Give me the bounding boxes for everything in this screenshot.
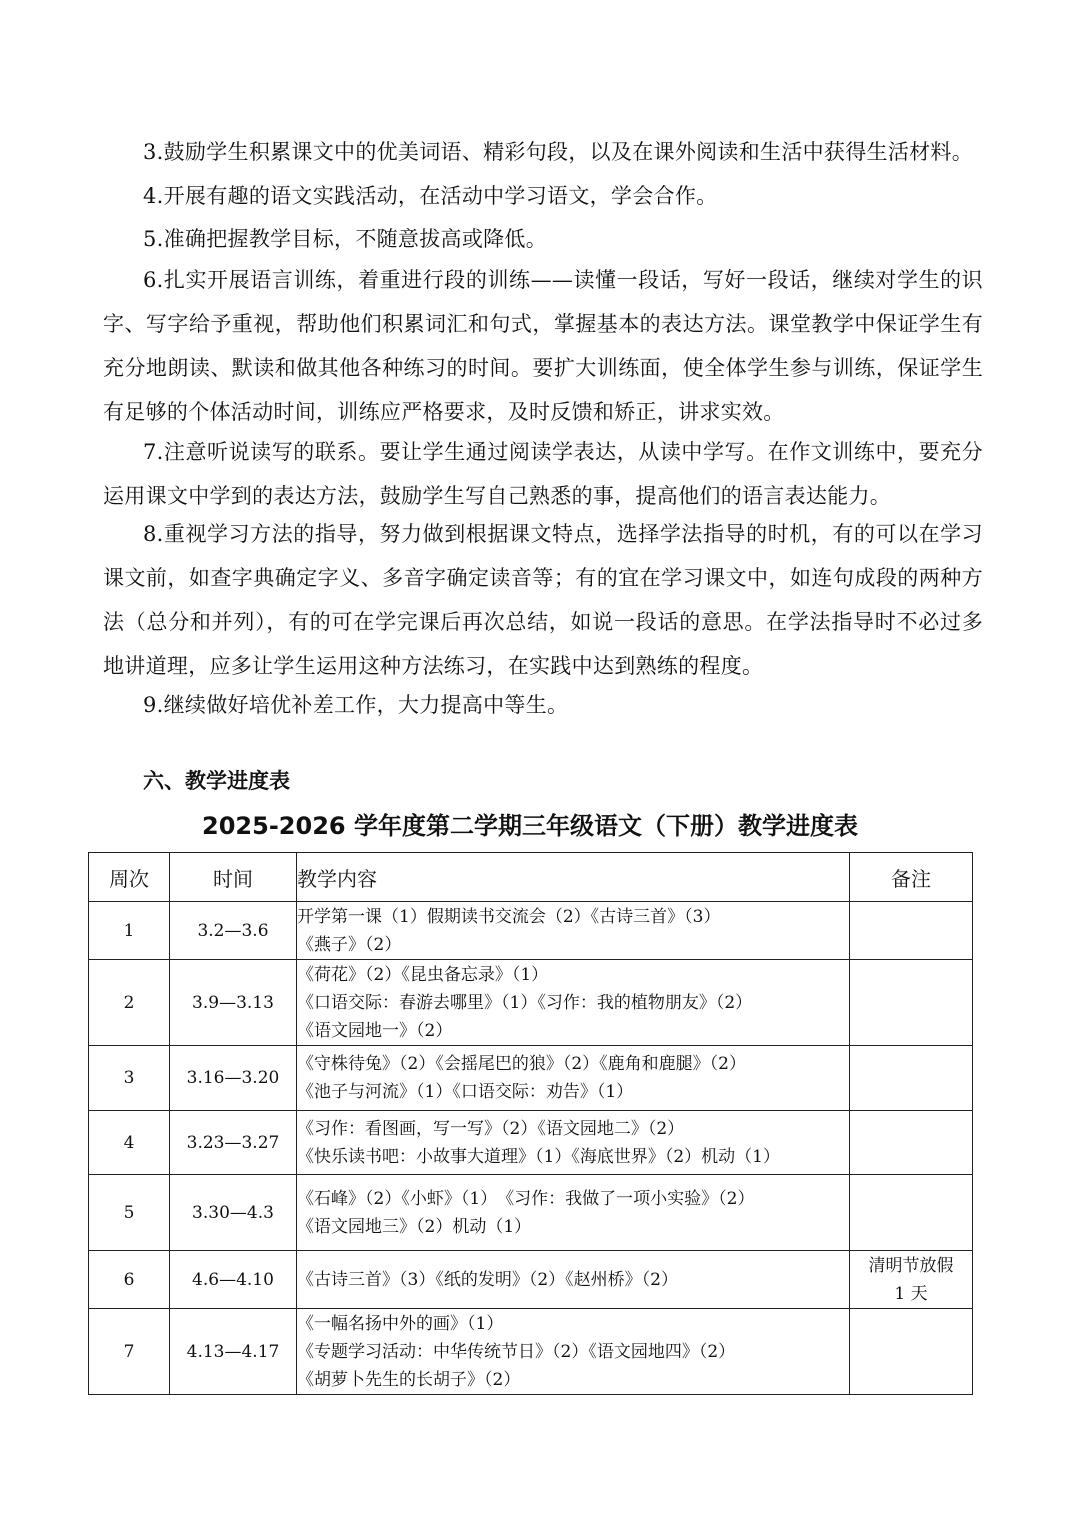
- cell-time: 3.23—3.27: [170, 1111, 297, 1175]
- content-line: 开学第一课（1）假期读书交流会（2）《古诗三首》（3）: [297, 906, 721, 927]
- cell-time: 3.16—3.20: [170, 1046, 297, 1111]
- cell-week: 4: [89, 1111, 170, 1175]
- content-line: 《燕子》（2）: [297, 934, 402, 955]
- content-line: 《荷花》（2）《昆虫备忘录》（1）: [297, 964, 549, 985]
- cell-note: [850, 960, 973, 1046]
- cell-week: 7: [89, 1309, 170, 1395]
- schedule-table: [88, 852, 973, 1395]
- cell-time: 3.9—3.13: [170, 960, 297, 1046]
- cell-note: [850, 1175, 973, 1251]
- header-week: 周次: [89, 853, 170, 902]
- schedule-body: [89, 902, 973, 1395]
- content-line: 《专题学习活动：中华传统节日》（2）《语文园地四》（2）: [297, 1341, 736, 1362]
- table-row: [89, 1111, 973, 1175]
- cell-week: 5: [89, 1175, 170, 1251]
- cell-content: [297, 1309, 850, 1395]
- cell-content: [297, 1111, 850, 1175]
- paragraph-7: 7.注意听说读写的联系。要让学生通过阅读学表达，从读中学写。在作文训练中，要充分运用课文中学到的表达方法，鼓励学生写自己熟悉的事，提高他们的语言表达能力。: [103, 440, 983, 508]
- section-heading: 六、教学进度表: [143, 769, 290, 793]
- paragraph-6: 6.扎实开展语言训练，着重进行段的训练——读懂一段话，写好一段话，继续对学生的识字、写字给予重视，帮助他们积累词汇和句式，掌握基本的表达方法。课堂教学中保证学生有充分地朗读、默读和做其他各种练习的时间。要扩大训练面，使全体学生参与训练，保证学生有足够的个体活动时间，训练应严格要求，及时反馈和矫正，讲求实效。: [103, 268, 983, 424]
- cell-time: 4.6—4.10: [170, 1251, 297, 1309]
- content-line: 《胡萝卜先生的长胡子》（2）: [297, 1369, 521, 1390]
- paragraph-5: 5.准确把握教学目标，不随意拔高或降低。: [143, 227, 548, 251]
- cell-note: [850, 1046, 973, 1111]
- cell-content: [297, 902, 850, 960]
- content-line: 《语文园地三》（2）机动（1）: [297, 1216, 532, 1237]
- table-row: [89, 1309, 973, 1395]
- table-row: [89, 1175, 973, 1251]
- cell-content: [297, 1175, 850, 1251]
- cell-note: [850, 902, 973, 960]
- cell-time: 3.2—3.6: [170, 902, 297, 960]
- content-line: 《古诗三首》（3）《纸的发明》（2）《赵州桥》（2）: [297, 1269, 678, 1290]
- table-title: 2025-2026 学年度第二学期三年级语文（下册）教学进度表: [202, 812, 858, 840]
- cell-week: 1: [89, 902, 170, 960]
- content-line: 《语文园地一》（2）: [297, 1020, 453, 1041]
- content-line: 《池子与河流》（1）《口语交际：劝告》（1）: [297, 1082, 634, 1102]
- content-line: 《快乐读书吧：小故事大道理》（1）《海底世界》（2）机动（1）: [297, 1146, 780, 1167]
- cell-week: 3: [89, 1046, 170, 1111]
- cell-week: 6: [89, 1251, 170, 1309]
- cell-content: [297, 1046, 850, 1111]
- content-line: 《口语交际：春游去哪里》（1）《习作：我的植物朋友》（2）: [297, 992, 753, 1013]
- cell-note: [850, 1111, 973, 1175]
- cell-time: 3.30—4.3: [170, 1175, 297, 1251]
- cell-week: 2: [89, 960, 170, 1046]
- paragraph-3: 3.鼓励学生积累课文中的优美词语、精彩句段，以及在课外阅读和生活中获得生活材料。: [143, 140, 974, 164]
- table-row: [89, 1251, 973, 1309]
- table-header-row: [89, 853, 973, 902]
- table-row: [89, 960, 973, 1046]
- paragraph-4: 4.开展有趣的语文实践活动，在活动中学习语文，学会合作。: [143, 184, 718, 208]
- header-time: 时间: [170, 853, 297, 902]
- table-row: [89, 1046, 973, 1111]
- cell-note: [850, 1309, 973, 1395]
- paragraph-9: 9.继续做好培优补差工作，大力提高中等生。: [143, 693, 569, 717]
- cell-time: 4.13—4.17: [170, 1309, 297, 1395]
- content-line: 《一幅名扬中外的画》（1）: [297, 1313, 504, 1334]
- note-line: 清明节放假: [868, 1255, 954, 1276]
- note-line: 1 天: [894, 1283, 928, 1304]
- table-row: [89, 902, 973, 960]
- cell-note: [850, 1251, 973, 1309]
- content-line: 《石峰》（2）《小虾》（1） 《习作：我做了一项小实验》（2）: [297, 1188, 755, 1209]
- content-line: 《守株待兔》（2）《会摇尾巴的狼》（2）《鹿角和鹿腿》（2）: [297, 1054, 746, 1074]
- header-content: 教学内容: [297, 853, 850, 902]
- paragraph-8: 8.重视学习方法的指导，努力做到根据课文特点，选择学法指导的时机，有的可以在学习课文前，如查字典确定字义、多音字确定读音等；有的宜在学习课文中，如连句成段的两种方法（总分和并列），有的可在学完课后再次总结，如说一段话的意思。在学法指导时不必过多地讲道理，应多让学生运用这种方法练习，在实践中达到熟练的程度。: [103, 522, 983, 678]
- cell-content: [297, 960, 850, 1046]
- header-note: 备注: [850, 853, 973, 902]
- cell-content: [297, 1251, 850, 1309]
- content-line: 《习作：看图画，写一写》（2）《语文园地二》（2）: [297, 1118, 685, 1139]
